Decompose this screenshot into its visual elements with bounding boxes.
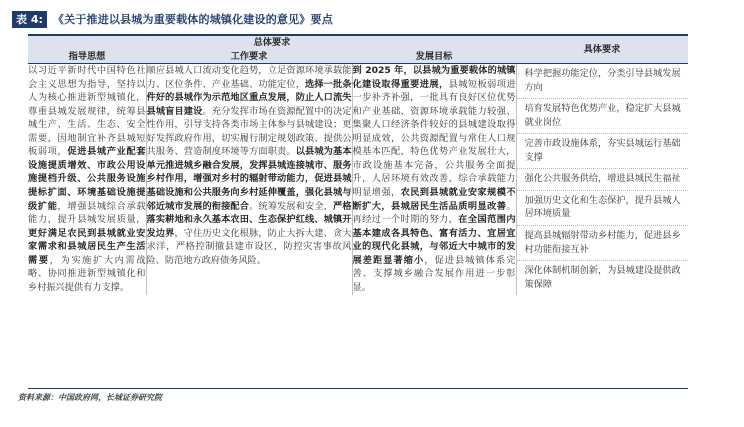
body-text: ，守住历史文化根脉，防止大拆大建、贪大求洋，严格控制撤县建市设区，防控灾害事故风险、防范地方政府债务风险。 [146, 227, 352, 266]
specific-requirement-item: 强化公共服务供给，增进县城民生福祉 [517, 169, 689, 191]
body-text: ，增强县城综合承载能力，提升县城发展质量， [28, 200, 146, 226]
guiding-cell [28, 64, 146, 296]
body-text: ，为实施扩大内需战略、协同推进新型城镇化和乡村振兴提供有力支撑。 [28, 254, 146, 293]
specific-requirement-item: 深化体制机制创新，为县城建设提供政策保障 [524, 265, 681, 290]
header-row-top [28, 35, 688, 50]
emphasized-text: 以县城为基本单元推进城乡融合发展，发挥县城连接城市、服务乡村作用，增强对乡村的辐射带动能力，促进县城基础设施和公共服务向乡村延伸覆盖，强化县城与邻近城市发展的衔接配合 [146, 146, 352, 212]
work-text [147, 64, 352, 267]
emphasized-text: 在全国范围内基本建成各具特色、富有活力、宜居宜业的现代化县城，与邻近大中城市的发展差距显著缩小 [352, 214, 516, 266]
policy-table [28, 34, 688, 295]
body-text: 顺应县城人口流动变化趋势，立足资源环境承载能力、区位条件、产业基础、功能定位， [146, 65, 352, 90]
header-work: 工作要求 [146, 50, 352, 64]
source-note: 资料来源：中国政府网，长城证券研究院 [18, 393, 162, 402]
table-number-badge: 表 4: [12, 11, 47, 28]
table-bottom-rule [28, 388, 688, 389]
header-overall: 总体要求 [28, 35, 516, 50]
body-text: 以习近平新时代中国特色社会主义思想为指导，坚持以人为核心推进新型城镇化，尊重县城发展规律，统筹县城生产、生活、生态、安全需要，因地制宜补齐县城短板弱项， [28, 65, 146, 158]
emphasized-text: 促进县城产业配套设施提质增效、市政公用设施提档升级、公共服务设施提标扩面、环境基础设施提级扩能 [28, 146, 146, 212]
body-text: 。统筹发展和安全， [249, 200, 333, 212]
specific-cell [516, 64, 688, 296]
specific-requirement-item: 加强历史文化和生态保护，提升县城人居环境质量 [517, 191, 689, 226]
body-text: 。再经过一个时期的努力， [352, 200, 516, 226]
goal-text [353, 64, 516, 294]
header-goal: 发展目标 [352, 50, 516, 64]
emphasized-text: 到 2025 年，以县城为重要载体的城镇化建设取得重要进展， [352, 65, 516, 90]
header-guiding: 指导思想 [28, 50, 146, 64]
work-cell [146, 64, 352, 296]
emphasized-text: 严格落实耕地和永久基本农田、生态保护红线、城镇开发边界 [146, 200, 352, 239]
table-title: 《关于推进以县城为重要载体的城镇化建设的意见》要点 [52, 13, 333, 26]
body-text: 。充分发挥市场在资源配置中的决定性作用，引导支持各类市场主体参与县城建设；更好发挥政府作用，切实履行制定规划政策、提供公共服务、营造制度环境等方面职责。 [146, 105, 352, 158]
header-specific: 具体要求 [516, 35, 688, 64]
table-title-row [12, 9, 732, 29]
table-row [28, 64, 688, 296]
specific-requirement-item: 科学把握功能定位，分类引导县城发展方向 [517, 64, 689, 99]
body-text: 县城短板弱项进一步补齐补强，一批具有良好区位优势和产业基础、资源环境承载能力较强、集聚人口经济条件较好的县城建设取得明显成效，公共资源配置与常住人口规模基本匹配，特色优势产业发展壮大，市政设施基本完备，公共服务全面提升，人居环境有效改善，综合承载能力明显增强， [352, 78, 516, 199]
emphasized-text: 更好满足农民到县城就业安家需求和县城居民生产生活需要 [28, 227, 146, 266]
specific-requirement-item: 培育发展特色优势产业，稳定扩大县城就业岗位 [517, 99, 689, 134]
emphasized-text: 选择一批条件好的县城作为示范地区重点发展，防止人口流失县城盲目建设 [146, 78, 352, 117]
goal-cell [352, 64, 516, 296]
specific-requirement-item: 提高县城辐射带动乡村能力，促进县乡村功能衔接互补 [517, 226, 689, 261]
body-text: ，促进县城镇体系完善、支撑城乡融合发展作用进一步彰显。 [352, 254, 516, 293]
specific-requirement-item: 完善市政设施体系，夯实县城运行基础支撑 [517, 134, 689, 169]
emphasized-text: 农民到县城就业安家规模不断扩大，县城居民生活品质明显改善 [352, 187, 516, 212]
guiding-text [28, 64, 146, 294]
specific-list [517, 64, 689, 295]
